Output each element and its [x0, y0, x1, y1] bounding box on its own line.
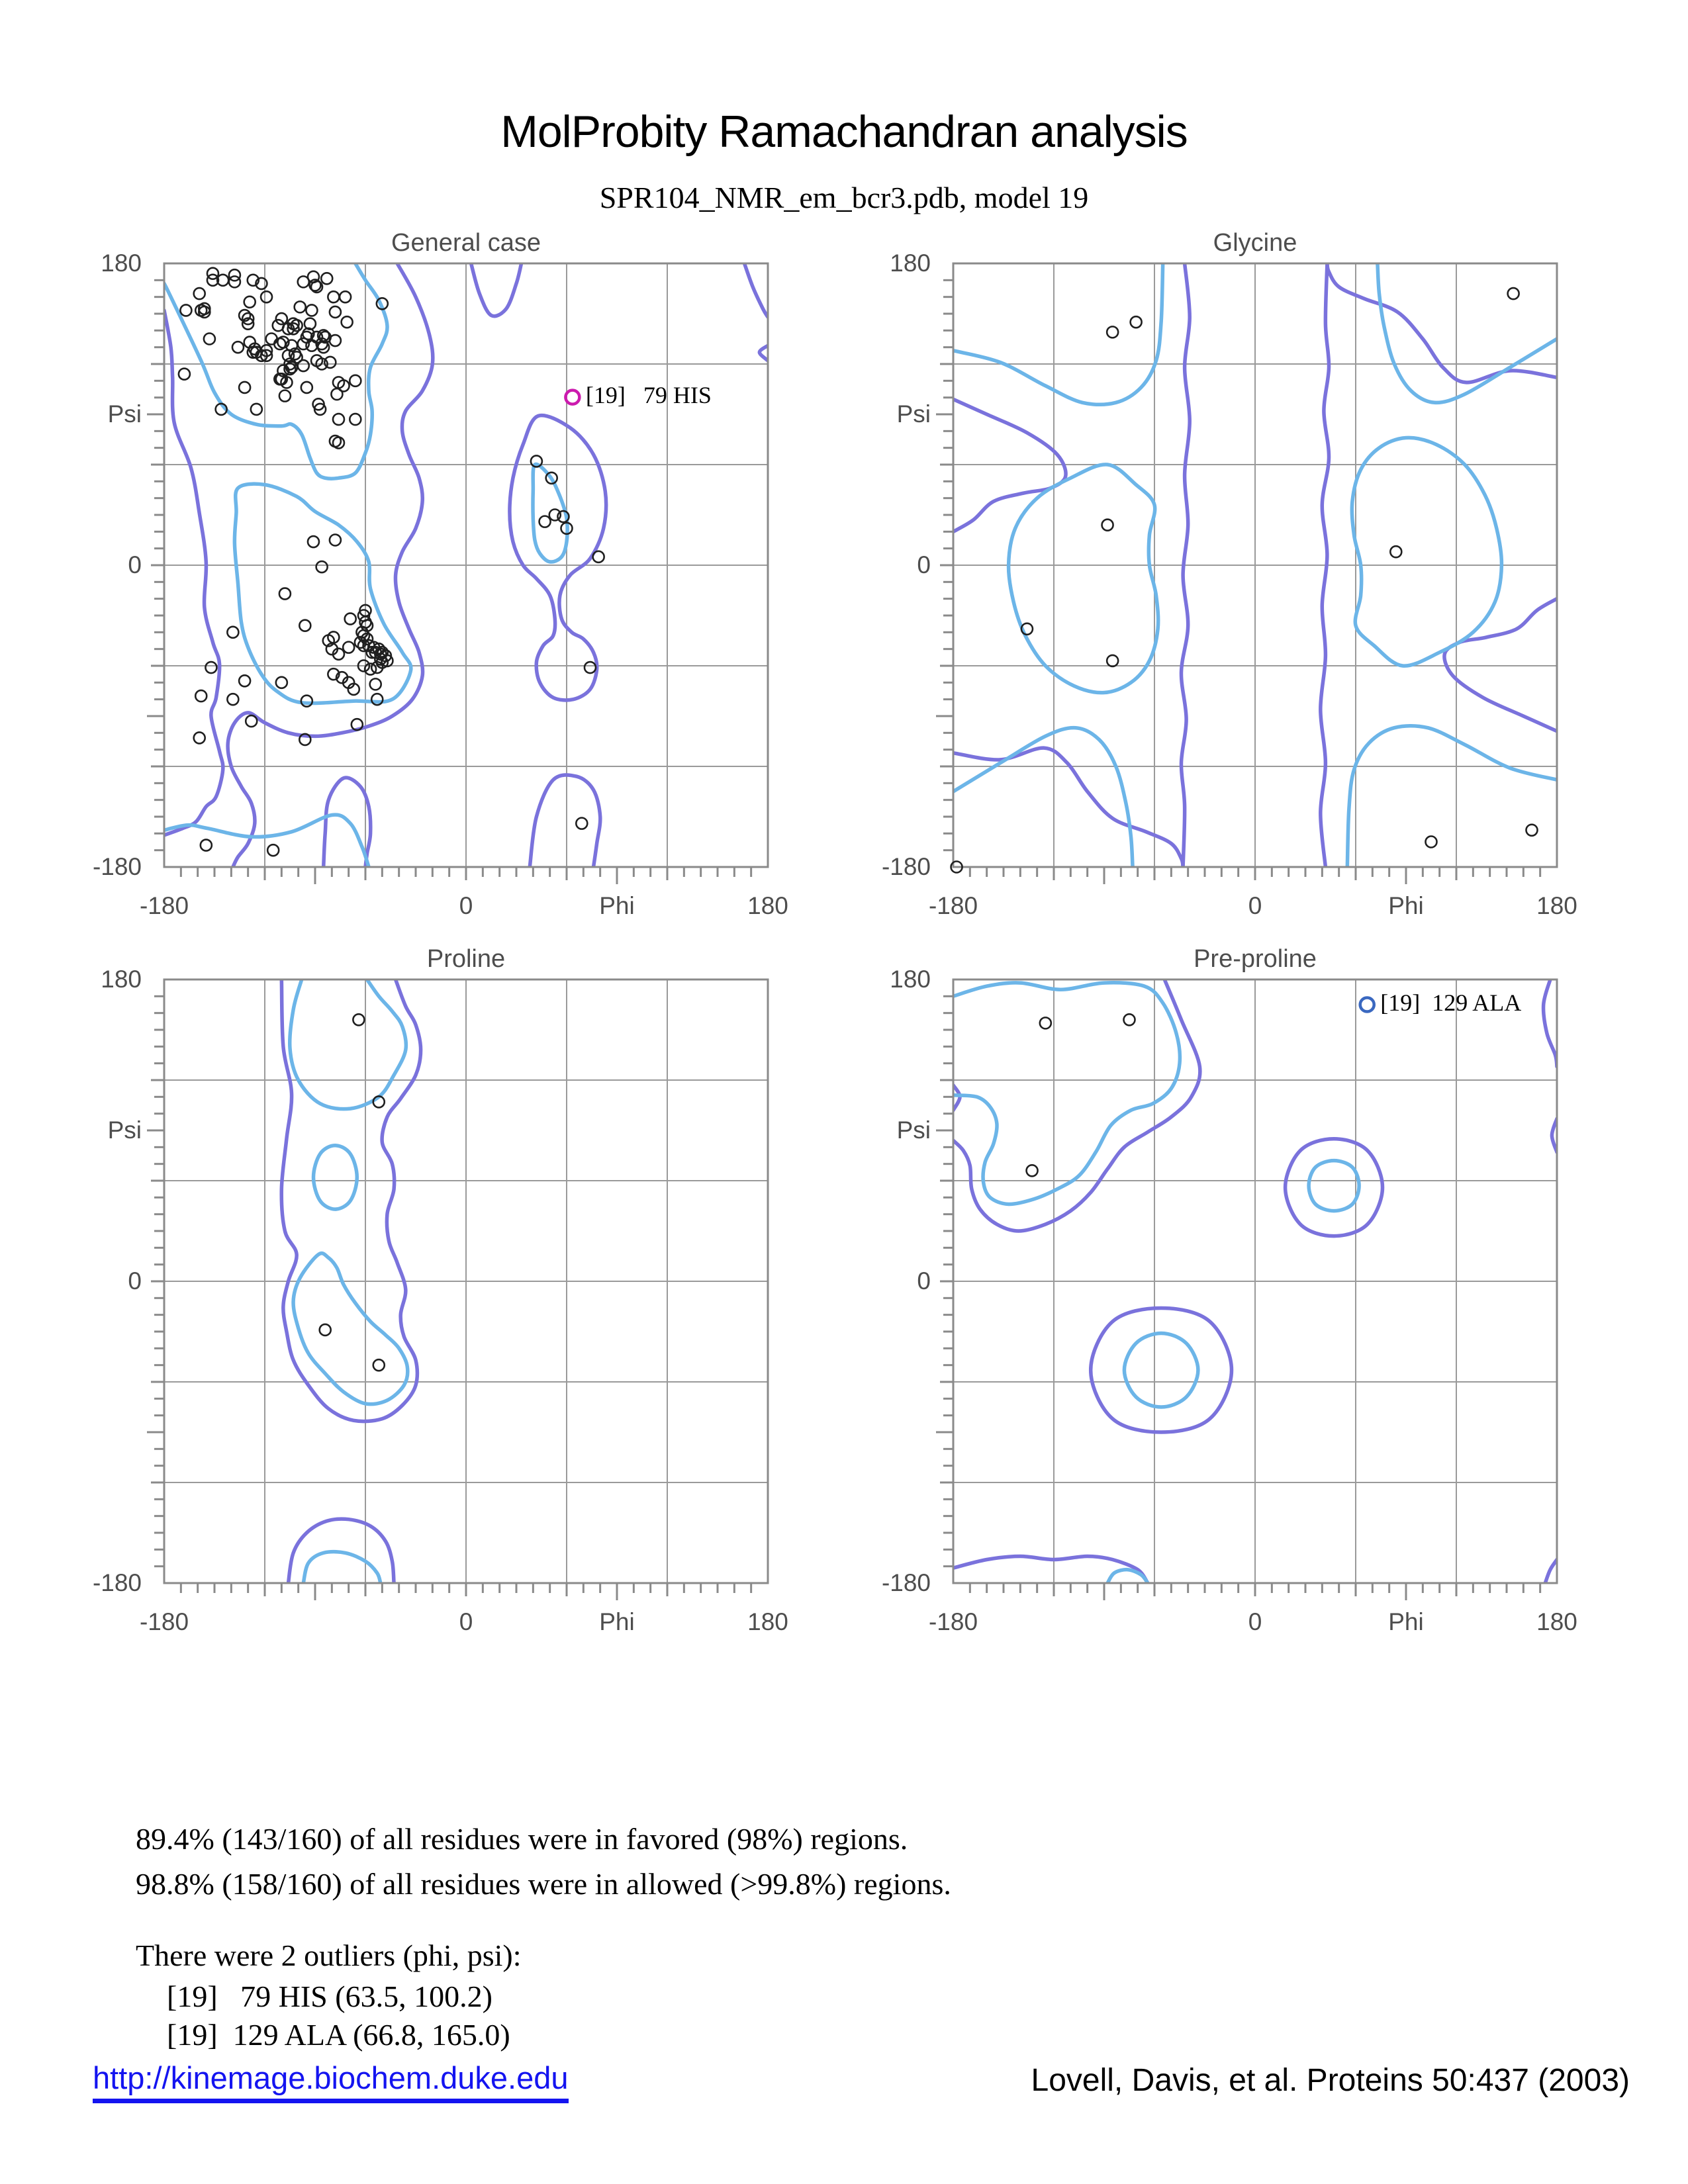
y-axis-label: 0 [917, 551, 931, 578]
x-axis-label: -180 [139, 1608, 189, 1635]
data-point [267, 844, 279, 856]
data-point [1526, 825, 1538, 836]
data-point [261, 291, 272, 302]
data-point [205, 662, 216, 673]
contour-favored [234, 484, 411, 703]
contour-allowed [1444, 599, 1557, 731]
data-point [333, 437, 344, 449]
data-point [1124, 1014, 1135, 1025]
data-point [593, 551, 604, 563]
citation: Lovell, Davis, et al. Proteins 50:437 (2003) [1031, 2063, 1630, 2098]
contour-allowed [759, 345, 768, 361]
outlier-marker [565, 390, 579, 404]
outlier-marker [1360, 998, 1374, 1012]
outlier-label: [19] 129 ALA [1380, 989, 1522, 1016]
plot-canvas [124, 940, 808, 1623]
kinemage-link[interactable]: http://kinemage.biochem.duke.edu [93, 2060, 569, 2103]
data-point [340, 291, 351, 302]
x-axis-label: 180 [747, 1608, 788, 1635]
x-axis-label: 180 [747, 892, 788, 919]
contour-favored [164, 263, 387, 478]
data-point [330, 306, 341, 318]
data-point [194, 288, 205, 299]
data-point [194, 732, 205, 743]
x-axis-label: 0 [1248, 892, 1262, 919]
stats-allowed: 98.8% (158/160) of all residues were in allowed (>99.8%) regions. [136, 1867, 951, 1901]
data-point [1102, 520, 1113, 531]
stats-outlier-header: There were 2 outliers (phi, psi): [136, 1938, 522, 1972]
data-point [576, 818, 587, 829]
data-point [324, 357, 336, 368]
y-axis-label: Psi [896, 1116, 931, 1144]
x-axis-label: Phi [599, 892, 635, 919]
data-point [539, 516, 551, 527]
data-point [204, 334, 215, 345]
data-point [373, 1359, 385, 1371]
contour-allowed [1544, 979, 1557, 1067]
data-point [279, 390, 291, 402]
plot-title: Glycine [1213, 229, 1297, 257]
data-point [316, 561, 328, 572]
stats-outlier-2: [19] 129 ALA (66.8, 165.0) [167, 2018, 510, 2052]
axis-ticks [936, 280, 1540, 884]
y-axis-label: 180 [101, 250, 142, 277]
data-point [195, 690, 207, 702]
data-point [330, 535, 341, 546]
x-axis-label: Phi [599, 1608, 635, 1635]
y-axis-label: -180 [881, 853, 931, 880]
data-point [179, 369, 190, 380]
data-point [180, 304, 191, 316]
data-point [295, 301, 306, 312]
y-axis-label: 0 [128, 551, 142, 578]
data-point [350, 375, 361, 387]
x-axis-label: Phi [1388, 892, 1424, 919]
y-axis-label: 180 [890, 966, 931, 993]
y-axis-label: Psi [896, 400, 931, 428]
data-point [244, 296, 256, 308]
data-point [370, 678, 381, 690]
page-title: MolProbity Ramachandran analysis [500, 107, 1188, 157]
data-point [320, 1324, 331, 1336]
contour-favored [1009, 465, 1158, 693]
plot-title: General case [391, 229, 541, 257]
y-axis-label: Psi [107, 1116, 142, 1144]
contour-favored [1352, 437, 1501, 666]
data-point [279, 588, 291, 600]
y-axis-label: -180 [92, 1569, 142, 1596]
contour-allowed [953, 1085, 960, 1111]
x-axis-label: Phi [1388, 1608, 1424, 1635]
contour-allowed [745, 263, 769, 317]
data-point [229, 276, 240, 287]
contour-favored [953, 983, 1180, 1205]
x-axis-label: 180 [1536, 892, 1577, 919]
x-axis-label: -180 [928, 892, 978, 919]
data-points [179, 268, 604, 856]
data-point [353, 1014, 364, 1025]
contour-favored [1309, 1161, 1359, 1211]
data-point [266, 334, 277, 345]
y-axis-label: -180 [881, 1569, 931, 1596]
data-point [298, 360, 309, 371]
stats-outlier-1: [19] 79 HIS (63.5, 100.2) [167, 1979, 492, 2013]
data-point [333, 414, 344, 425]
contour-favored [314, 1146, 357, 1209]
contour-favored [290, 979, 406, 1109]
y-axis-label: 180 [101, 966, 142, 993]
x-axis-label: 0 [1248, 1608, 1262, 1635]
data-points [320, 1014, 385, 1371]
data-point [308, 536, 319, 547]
grid-lines [164, 979, 768, 1583]
axis-ticks [936, 996, 1540, 1600]
y-axis-label: Psi [107, 400, 142, 428]
data-point [227, 627, 238, 638]
data-point [343, 642, 354, 653]
y-axis-label: 180 [890, 250, 931, 277]
y-axis-label: -180 [92, 853, 142, 880]
data-point [350, 414, 361, 425]
y-axis-label: 0 [128, 1267, 142, 1295]
data-point [1426, 837, 1437, 848]
data-point [246, 715, 257, 727]
plot-general-case [92, 224, 808, 919]
page-subtitle: SPR104_NMR_em_bcr3.pdb, model 19 [599, 181, 1089, 214]
contour-allowed [1286, 1139, 1383, 1236]
plot-canvas [914, 940, 1597, 1623]
x-axis-label: 0 [459, 892, 473, 919]
data-point [1107, 655, 1118, 666]
plot-proline [92, 940, 808, 1635]
x-axis-label: -180 [928, 1608, 978, 1635]
data-point [331, 388, 342, 400]
data-point [306, 304, 317, 316]
data-point [301, 382, 312, 393]
plot-title: Proline [426, 945, 506, 973]
axis-ticks [147, 996, 751, 1600]
data-point [1107, 326, 1118, 338]
plot-pre-proline [881, 940, 1597, 1635]
data-point [1390, 546, 1401, 557]
contour-allowed [1091, 1308, 1232, 1433]
data-point [1508, 288, 1519, 299]
x-axis-label: 0 [459, 1608, 473, 1635]
plot-canvas [914, 224, 1597, 907]
data-point [276, 677, 287, 688]
data-point [1040, 1017, 1051, 1028]
y-axis-label: 0 [917, 1267, 931, 1295]
plot-canvas [124, 224, 808, 907]
stats-favored: 89.4% (143/160) of all residues were in favored (98%) regions. [136, 1822, 908, 1856]
x-axis-label: -180 [139, 892, 189, 919]
contour-allowed [530, 775, 600, 867]
contour-allowed [1545, 1560, 1557, 1584]
contour-favored [1347, 726, 1557, 867]
data-point [345, 614, 356, 625]
outlier-label: [19] 79 HIS [585, 382, 712, 409]
data-point [201, 840, 212, 851]
contour-allowed [953, 399, 1066, 531]
contour-favored [1124, 1334, 1198, 1408]
data-point [585, 662, 596, 673]
data-point [1131, 316, 1142, 328]
data-point [321, 273, 332, 284]
data-point [251, 404, 262, 415]
plot-title: Pre-proline [1194, 945, 1317, 973]
data-point [276, 313, 287, 324]
data-point [227, 694, 238, 705]
data-point [342, 316, 353, 328]
data-point [239, 382, 250, 393]
data-point [328, 291, 339, 302]
x-axis-label: 180 [1536, 1608, 1577, 1635]
contour-allowed [471, 263, 522, 316]
grid-lines [953, 979, 1557, 1583]
contour-favored [303, 1552, 381, 1583]
contour-favored [953, 263, 1163, 404]
data-point [299, 620, 310, 631]
data-point [1027, 1165, 1038, 1176]
grid-lines [953, 263, 1557, 867]
data-point [239, 675, 250, 686]
plot-glycine [881, 224, 1597, 919]
data-point [330, 335, 341, 346]
data-point [232, 341, 244, 353]
